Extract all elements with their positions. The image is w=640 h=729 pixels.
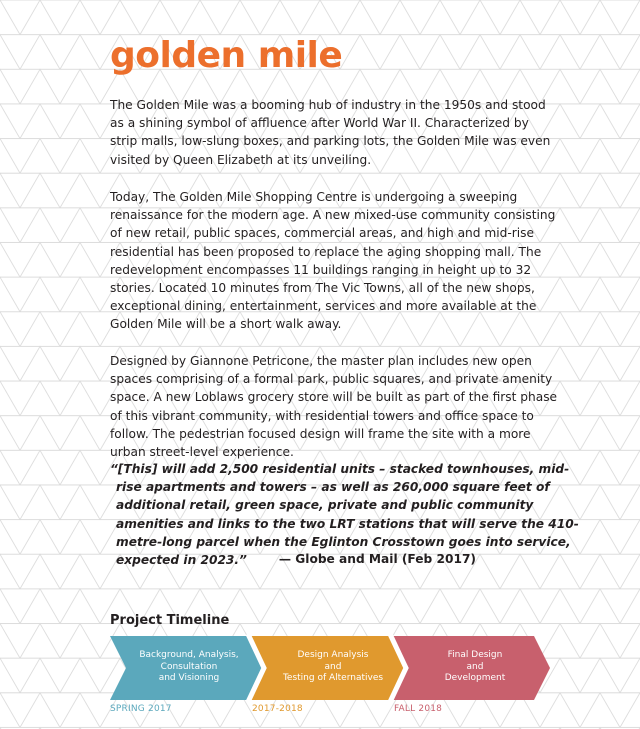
- master-plan-paragraph: Designed by Giannone Petricone, the master plan includes new open spaces comprising of a formal park, public squares, and private amenity space. A new Loblaws grocery store will be built as part of the first phase of this vibrant community, with residential towers and office space to follow. The pedestrian focused design will frame the site with a more urban street-level experience.: [110, 354, 558, 460]
- renaissance-paragraph: Today, The Golden Mile Shopping Centre is undergoing a sweeping renaissance for the modern age. A new mixed-use community consisting of new retail, public spaces, commercial areas, and high and mid-rise residential has been proposed to replace the aging shopping mall. The redevelopment encompasses 11 buildings ranging in height up to 32 stories. Located 10 minutes from The Vic Towns, all of the new shops, exceptional dining, entertainment, services and more available at the Golden Mile will be a short walk away.: [110, 190, 556, 332]
- timeline-step-2-date: 2017-2018: [252, 704, 303, 714]
- project-timeline: [108, 634, 558, 720]
- timeline-step-3-date: FALL 2018: [394, 704, 443, 714]
- pull-quote: “[This] will add 2,500 residential units – stacked townhouses, mid-rise apartments and towers – as well as 260,000 square feet of additional retail, green space, private and public community amenities and links to the two LRT stations that will serve the 410-metre-long parcel when the Eglinton Crosstown goes into service, expected in 2023.”: [110, 462, 579, 568]
- quote-attribution: — Globe and Mail (Feb 2017): [278, 552, 476, 566]
- timeline-step-3-label: Final Design and Development: [444, 650, 506, 684]
- timeline-step-2-label: Design Analysis and Testing of Alternatives: [282, 650, 384, 684]
- timeline-title: Project Timeline: [110, 613, 230, 628]
- timeline-step-1-label: Background, Analysis, Consultation and Visioning: [139, 650, 239, 684]
- intro-paragraph: The Golden Mile was a booming hub of industry in the 1950s and stood as a shining symbol of affluence after World War II. Characterized by strip malls, low-slung boxes, and parking lots, the Golden Mile was even visited by Queen Elizabeth at its unveiling.: [110, 98, 551, 167]
- timeline-step-1-date: SPRING 2017: [110, 704, 172, 714]
- page-title: golden mile: [110, 35, 343, 76]
